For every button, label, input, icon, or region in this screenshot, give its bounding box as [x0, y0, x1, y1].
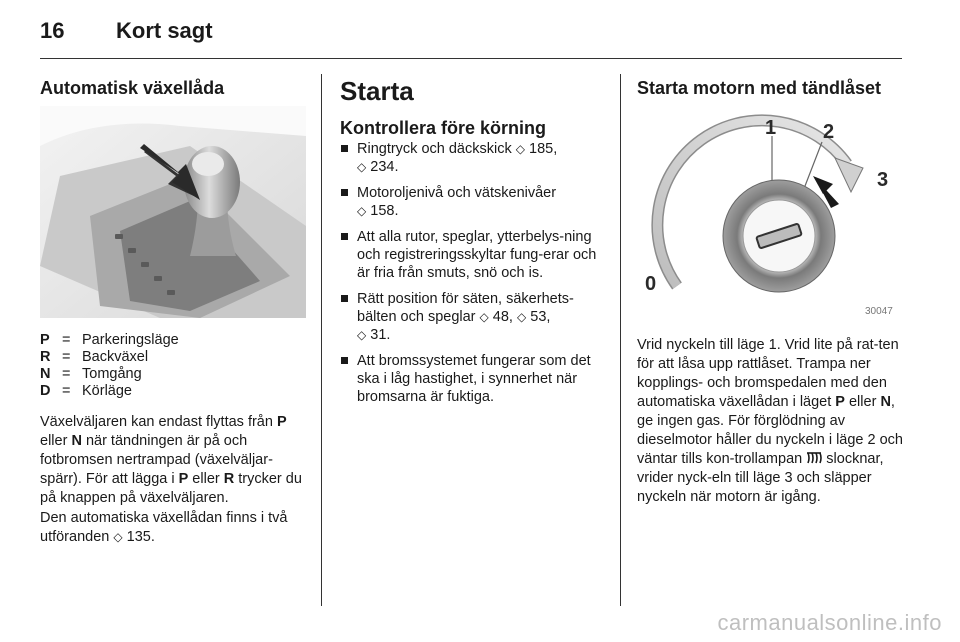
column-divider-1: [321, 74, 322, 606]
section-title-start: Starta: [340, 76, 414, 106]
legend-key: R: [40, 349, 51, 365]
text-run: när tändningen är på och fotbromsen nertrampad (växelväljar-spärr). För att lägga i: [40, 433, 273, 487]
gear-letter: P: [178, 471, 189, 487]
page-reference[interactable]: 135.: [126, 529, 155, 545]
section-title-automatic-transmission: Automatisk växellåda: [40, 78, 225, 98]
list-item-text: Att alla rutor, speglar, ytterbelys-ning och registreringsskyltar fung-erar och är fria från smuts, snö och is.: [357, 229, 597, 281]
page-reference-icon: ◇: [357, 160, 367, 174]
gear-letter: N: [880, 394, 891, 410]
legend-value: Parkeringsläge: [82, 332, 179, 348]
text-run: , ge ingen gas. För förglödning av dieselmotor håller du nyckeln i läge 2 och väntar tills kon-trollampan: [637, 394, 903, 467]
text-run: eller: [188, 471, 224, 487]
page-reference-icon: ◇: [357, 204, 367, 218]
list-item: [340, 140, 608, 176]
page-reference[interactable]: 234.: [370, 159, 399, 175]
column-divider-2: [620, 74, 621, 606]
ignition-position-label: 0: [645, 273, 657, 295]
page-reference[interactable]: 185,: [529, 141, 558, 157]
glow-plug-icon: [806, 451, 822, 465]
bullet-square-icon: [341, 189, 348, 196]
list-item: [340, 184, 608, 220]
subsection-title-checks: Kontrollera före körning: [340, 118, 547, 138]
gear-letter: P: [276, 414, 287, 430]
chapter-title: Kort sagt: [116, 18, 213, 43]
legend-key: P: [40, 332, 50, 348]
page-header: [40, 14, 902, 50]
equals-sign: =: [62, 366, 71, 382]
legend-row: [40, 332, 179, 349]
page-reference[interactable]: 158.: [370, 203, 399, 219]
text-run: slocknar, vrider nyck-eln till läge 3 och släpper nyckeln när motorn är igång.: [637, 451, 884, 505]
gear-legend: [40, 332, 179, 400]
page-reference[interactable]: 31.: [370, 327, 391, 343]
list-item-text: Rätt position för säten, säkerhets-bälten och speglar: [357, 291, 574, 325]
list-item: [340, 290, 608, 344]
gear-letter: N: [71, 433, 82, 449]
page-reference-icon: ◇: [517, 310, 527, 324]
legend-row: [40, 366, 179, 383]
legend-key: D: [40, 383, 51, 399]
section-title-ignition-start: Starta motorn med tändlåset: [637, 78, 882, 98]
bullet-square-icon: [341, 233, 348, 240]
text-run: eller: [40, 433, 72, 449]
page-reference-icon: ◇: [357, 328, 367, 342]
text-run: trycker du på knappen på växelväljaren.: [40, 471, 302, 506]
bullet-square-icon: [341, 145, 348, 152]
legend-value: Backväxel: [82, 349, 149, 365]
gear-letter: P: [835, 394, 845, 410]
list-item-text: Att bromssystemet fungerar som det ska i låg hastighet, i synnerhet när bromsarna är fuktiga.: [357, 353, 591, 405]
list-item-text: Motoroljenivå och vätskenivåer: [357, 185, 557, 201]
page-reference[interactable]: 48,: [492, 309, 513, 325]
ignition-position-label: 1: [765, 117, 777, 139]
ignition-paragraph: [637, 336, 905, 507]
equals-sign: =: [62, 332, 71, 348]
bullet-square-icon: [341, 357, 348, 364]
ignition-position-label: 2: [823, 121, 835, 143]
text-run: Vrid nyckeln till läge 1. Vrid lite på rat-ten för att låsa upp rattlåset. Trampa ner kopplings- och bromspedalen med den automatiska växellådan i läget: [637, 337, 899, 410]
legend-key: N: [40, 366, 51, 382]
transmission-paragraph: [40, 413, 308, 508]
watermark: carmanualsonline.info: [717, 610, 942, 635]
bullet-square-icon: [341, 295, 348, 302]
header-divider: [40, 58, 902, 59]
figure-code: 30047: [865, 306, 893, 317]
page-reference-icon: ◇: [113, 530, 123, 544]
legend-value: Tomgång: [82, 366, 142, 382]
gear-letter: R: [223, 471, 235, 487]
page-reference-icon: ◇: [479, 310, 489, 324]
text-run: eller: [844, 394, 881, 410]
page-reference[interactable]: 53,: [530, 309, 551, 325]
list-item: [340, 228, 608, 282]
legend-row: [40, 383, 179, 400]
ignition-lock-figure: [637, 106, 903, 320]
legend-value: Körläge: [82, 383, 132, 399]
equals-sign: =: [62, 383, 71, 399]
list-item-text: Ringtryck och däckskick: [357, 141, 512, 157]
list-item: [340, 352, 608, 406]
equals-sign: =: [62, 349, 71, 365]
text-run: Den automatiska växellådan finns i två utföranden: [40, 510, 288, 545]
legend-row: [40, 349, 179, 366]
page-number: 16: [40, 18, 65, 43]
text-run: Växelväljaren kan endast flyttas från: [40, 414, 277, 430]
gear-selector-figure: [40, 106, 306, 318]
ignition-position-label: 3: [877, 169, 889, 191]
checklist: [340, 140, 608, 414]
variants-paragraph: [40, 509, 308, 547]
page-reference-icon: ◇: [515, 142, 525, 156]
